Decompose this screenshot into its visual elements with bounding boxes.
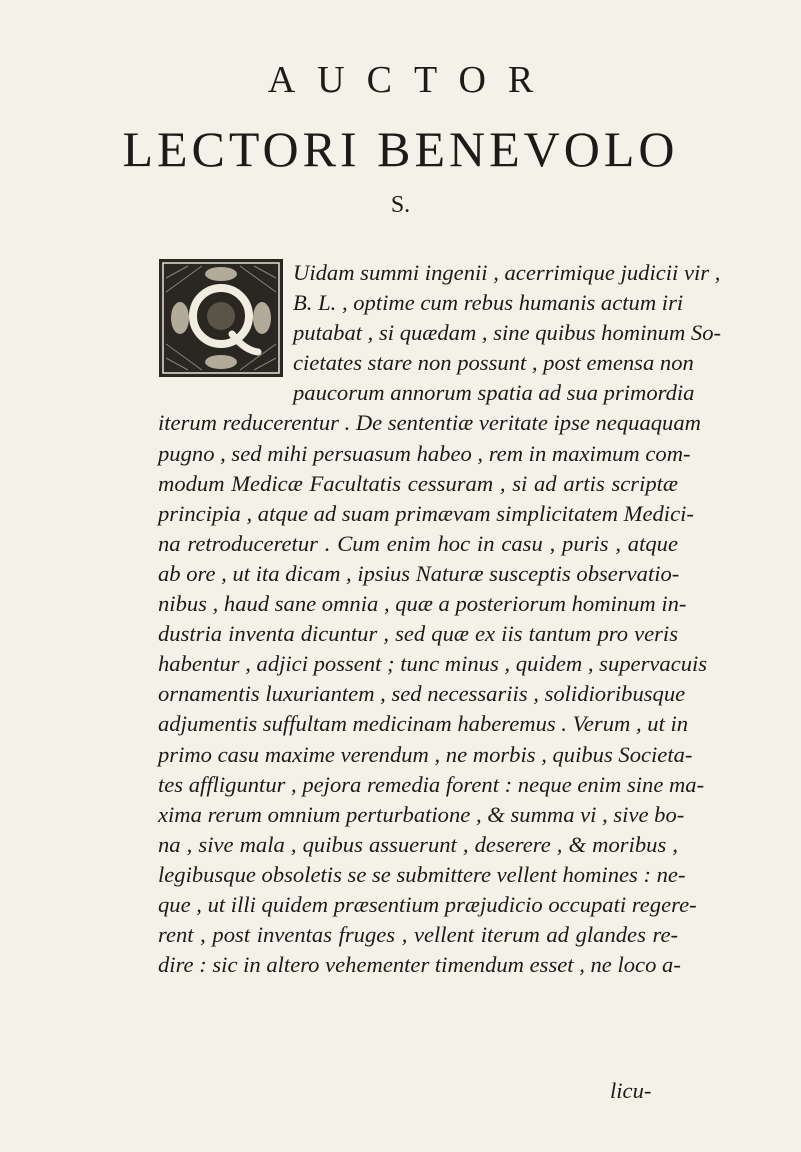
text-line: pugno , sed mihi persuasum habeo , rem in maximum com- (158, 440, 691, 466)
text-line: iterum reducerentur . De sententiæ veritate ipse nequaquam (158, 410, 701, 436)
text-line: putabat , si quædam , sine quibus hominum So- (293, 320, 722, 346)
text-line: primo casu maxime verendum , ne morbis , quibus Societa- (158, 741, 693, 767)
text-line: que , ut illi quidem præsentium præjudicio occupati regere- (158, 891, 697, 917)
body-text (158, 258, 722, 980)
text-line: paucorum annorum spatia ad sua primordia (293, 380, 695, 406)
text-line: dire : sic in altero vehementer timendum esset , ne loco a- (158, 952, 681, 978)
text-line: nibus , haud sane omnia , quæ a posteriorum hominum in- (158, 591, 687, 617)
text-line: na retroduceretur . Cum enim hoc in casu , puris , atque (158, 530, 678, 556)
text-line: principia , atque ad suam primævam simplicitatem Medici- (158, 500, 694, 526)
text-line: habentur , adjici possent ; tunc minus , quidem , supervacuis (158, 651, 708, 677)
text-line: tes affliguntur , pejora remedia forent : neque enim sine ma- (158, 771, 705, 797)
heading-auctor: AUCTOR (267, 59, 556, 101)
heading-salutation: S. (390, 192, 411, 218)
text-line: modum Medicæ Facultatis cessuram , si ad artis scriptæ (158, 470, 678, 496)
heading-lectori-benevolo: LECTORI BENEVOLO (122, 121, 679, 177)
text-line: Uidam summi ingenii , acerrimique judicii vir , (293, 260, 721, 285)
text-line: ornamentis luxuriantem , sed necessariis , solidioribusque (158, 681, 686, 707)
text-line: B. L. , optime cum rebus humanis actum iri (293, 290, 684, 316)
text-line: legibusque obsoletis se se submittere vellent homines : ne- (158, 861, 686, 887)
catchword: licu- (610, 1078, 652, 1103)
text-line: ab ore , ut ita dicam , ipsius Naturæ susceptis observatio- (158, 560, 680, 586)
text-line: dustria inventa dicuntur , sed quæ ex iis tantum pro veris (158, 621, 678, 647)
text-line: cietates stare non possunt , post emensa non (293, 350, 694, 376)
text-line: adjumentis suffultam medicinam haberemus . Verum , ut in (158, 711, 689, 737)
text-line: na , sive mala , quibus assuerunt , deserere , & moribus , (158, 831, 678, 857)
text-line: xima rerum omnium perturbatione , & summa vi , sive bo- (158, 801, 685, 827)
text-line: rent , post inventas fruges , vellent iterum ad glandes re- (158, 922, 678, 948)
